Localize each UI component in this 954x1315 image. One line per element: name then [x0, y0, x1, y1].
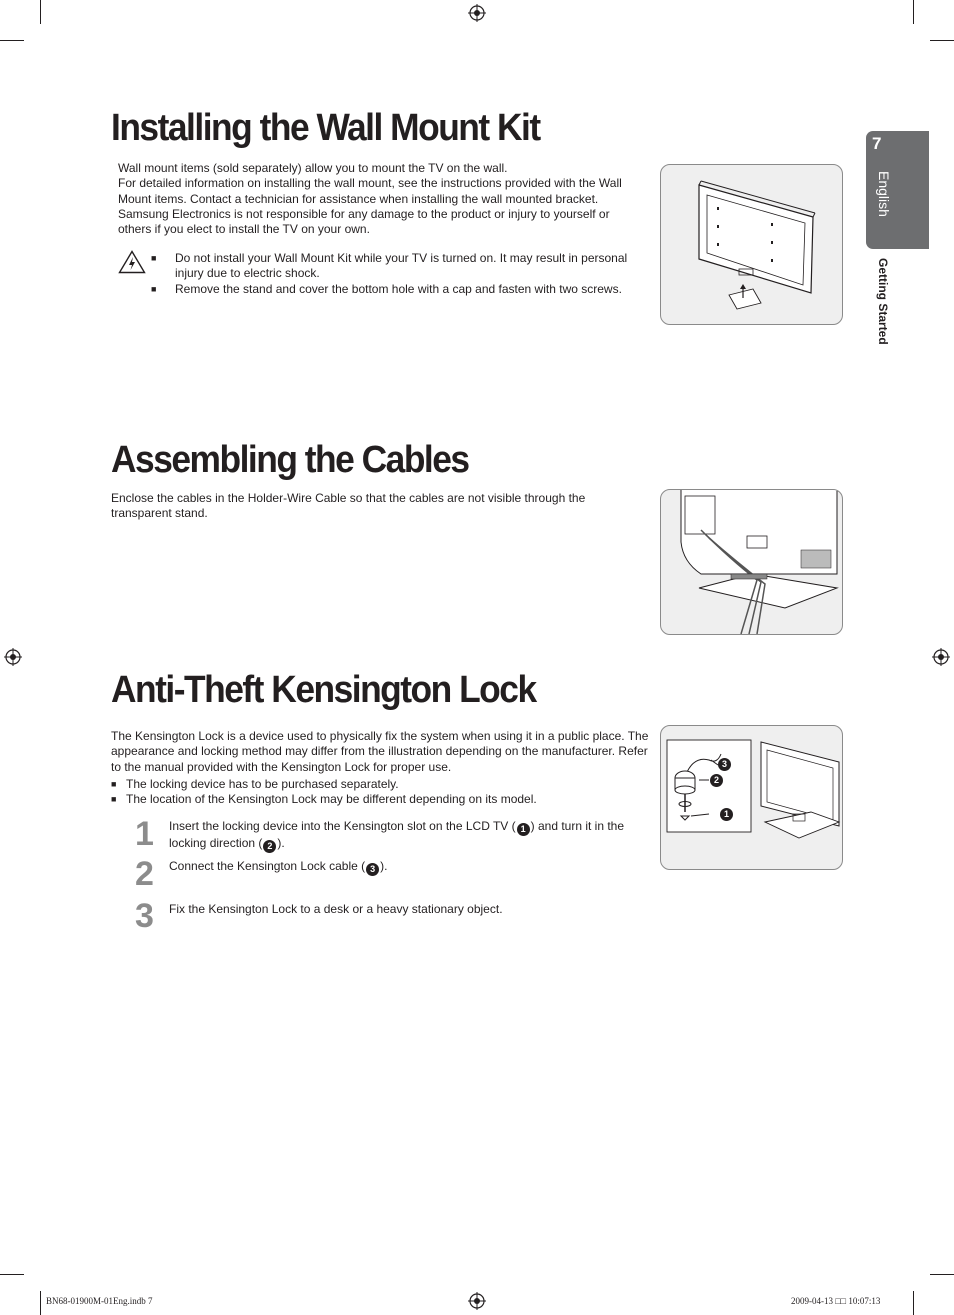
- crop-mark: [930, 1274, 954, 1275]
- cable-holder-illustration: [661, 490, 842, 634]
- crop-mark: [0, 40, 24, 41]
- crop-mark: [40, 0, 41, 24]
- kensington-illustration: [660, 725, 843, 870]
- kensington-note: The location of the Kensington Lock may be different depending on its model.: [126, 792, 537, 806]
- step-text: Insert the locking device into the Kensington slot on the LCD TV ( 1 ) and turn it in the locking direction ( 2 ).: [169, 819, 625, 851]
- wall-mount-illustration: [660, 164, 843, 325]
- language-label: English: [876, 171, 892, 217]
- registration-mark-icon: [4, 648, 22, 666]
- kensington-note: The locking device has to be purchased separately.: [126, 777, 399, 791]
- bullet-icon: ■: [111, 779, 117, 789]
- registration-mark-icon: [932, 648, 950, 666]
- step-text: Fix the Kensington Lock to a desk or a heavy stationary object.: [169, 902, 503, 916]
- registration-mark-icon: [468, 4, 486, 22]
- marker-1-icon: 1: [517, 823, 530, 836]
- registration-mark-icon: [468, 1292, 486, 1310]
- figure-marker-2-icon: 2: [710, 774, 723, 787]
- kensington-title: Anti-Theft Kensington Lock: [111, 669, 536, 711]
- caution-triangle-icon: [118, 250, 146, 274]
- step-text: Connect the Kensington Lock cable ( 3 ).: [169, 859, 388, 874]
- wall-mount-title: Installing the Wall Mount Kit: [111, 107, 540, 149]
- wall-mount-paragraph: Wall mount items (sold separately) allow you to mount the TV on the wall.: [118, 161, 508, 175]
- cables-title: Assembling the Cables: [111, 439, 469, 481]
- crop-mark: [0, 1274, 24, 1275]
- crop-mark: [913, 1291, 914, 1315]
- cables-illustration: [660, 489, 843, 635]
- page-number: 7: [872, 134, 882, 153]
- tv-back-illustration: [661, 165, 842, 324]
- step-number: 3: [135, 897, 153, 935]
- figure-marker-3-icon: 3: [718, 758, 731, 771]
- crop-mark: [40, 1291, 41, 1315]
- kensington-lock-illustration: [661, 726, 842, 869]
- side-tab: [866, 131, 929, 249]
- bullet-icon: ■: [111, 794, 117, 804]
- wall-mount-description: [118, 161, 640, 237]
- step-number: 2: [135, 855, 153, 893]
- step-number: 1: [135, 815, 153, 853]
- cables-description: Enclose the cables in the Holder-Wire Cable so that the cables are not visible through the transparent stand.: [111, 491, 586, 521]
- caution-item: Remove the stand and cover the bottom hole with a cap and fasten with two screws.: [175, 282, 622, 296]
- footer-timestamp: 2009-04-13 □□ 10:07:13: [791, 1296, 881, 1306]
- bullet-icon: ■: [151, 284, 157, 294]
- kensington-intro: The Kensington Lock is a device used to physically fix the system when using it in a public place. The appearance and locking method may differ from the illustration depending on the manufacturer. Refer to the manual provided with the Kensington Lock for proper use.: [111, 729, 649, 774]
- footer-file-name: BN68-01900M-01Eng.indb 7: [46, 1296, 153, 1306]
- section-label: Getting Started: [876, 258, 890, 345]
- wall-mount-paragraph: For detailed information on installing the wall mount, see the instructions provided with the Wall Mount items. Contact a technician for assistance when installing the wall mounted bracket. Samsung Electronics is not responsible for any damage to the product or injury to yourself or others if you elect to install the TV on your own.: [118, 176, 622, 237]
- figure-marker-1-icon: 1: [720, 808, 733, 821]
- crop-mark: [913, 0, 914, 24]
- marker-2-icon: 2: [263, 840, 276, 853]
- crop-mark: [930, 40, 954, 41]
- marker-3-icon: 3: [366, 863, 379, 876]
- caution-item: Do not install your Wall Mount Kit while your TV is turned on. It may result in personal injury due to electric shock.: [175, 251, 628, 281]
- bullet-icon: ■: [151, 253, 157, 263]
